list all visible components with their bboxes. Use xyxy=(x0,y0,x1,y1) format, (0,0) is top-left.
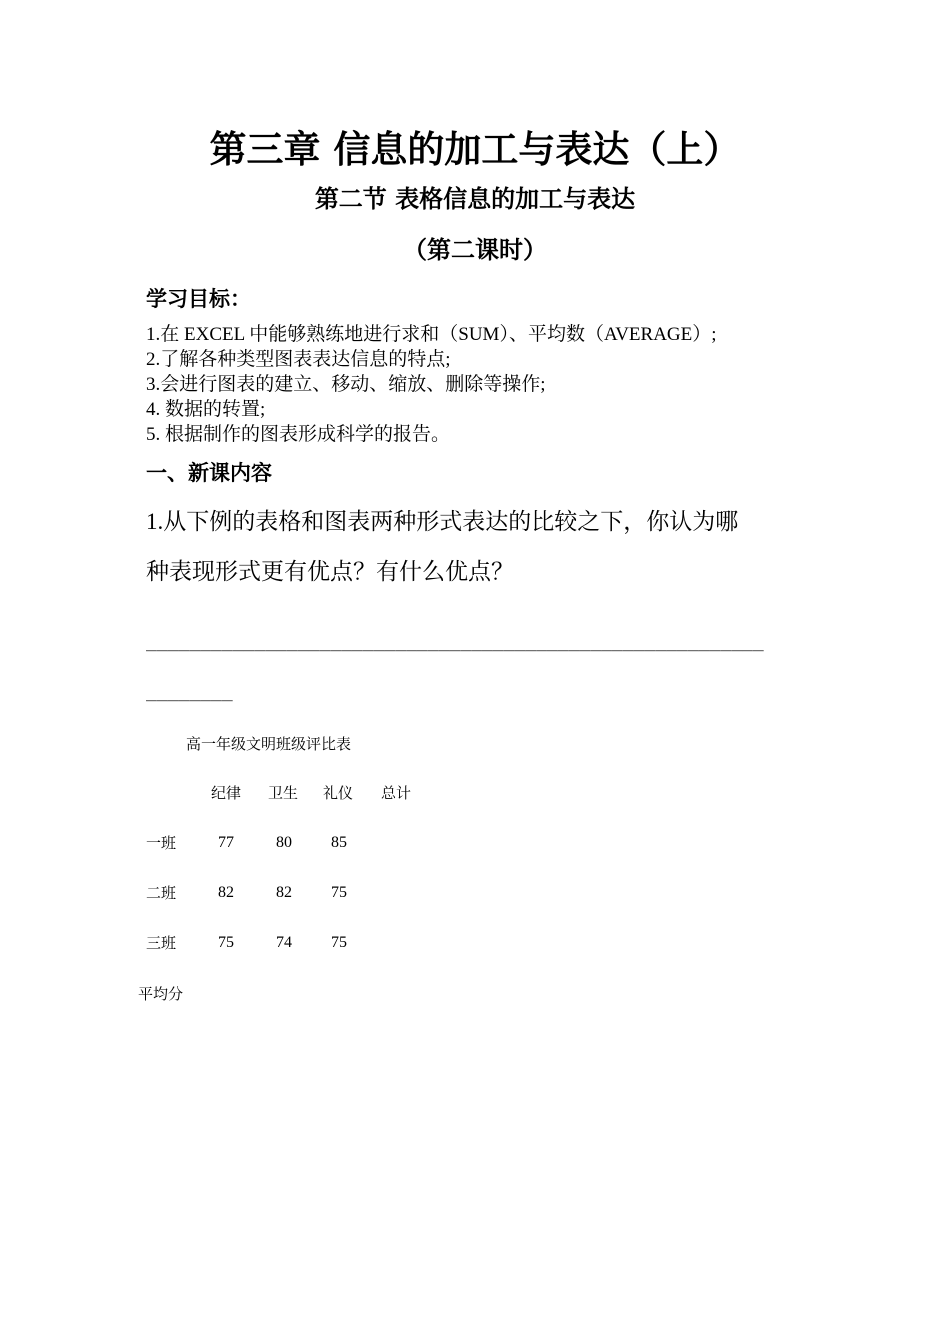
row-label-average: 平均分 xyxy=(138,985,184,1003)
column-header-etiquette: 礼仪 xyxy=(323,784,354,802)
objective-item: 3.会进行图表的建立、移动、缩放、删除等操作; xyxy=(146,374,546,395)
table-cell: 75 xyxy=(331,884,347,901)
question-line-1: 1.从下例的表格和图表两种形式表达的比较之下，你认为哪 xyxy=(146,509,739,534)
table-cell: 75 xyxy=(331,934,347,951)
column-header-total: 总计 xyxy=(381,784,412,802)
objective-item: 1.在 EXCEL 中能够熟练地进行求和（SUM）、平均数（AVERAGE）; xyxy=(146,324,717,345)
objectives-list xyxy=(146,322,717,447)
chapter-title: 第三章 信息的加工与表达（上） xyxy=(209,128,741,171)
answer-blank-line-2: ________ xyxy=(146,681,233,702)
row-label-class-2: 二班 xyxy=(146,884,177,902)
row-label-class-1: 一班 xyxy=(146,834,177,852)
answer-blank-line-1: _________________________________________________________ xyxy=(146,631,764,652)
objectives-title: 学习目标： xyxy=(146,287,251,311)
row-label-class-3: 三班 xyxy=(146,934,177,952)
new-content-title: 一、新课内容 xyxy=(146,461,272,485)
objective-item: 4. 数据的转置; xyxy=(146,399,266,420)
column-header-discipline: 纪律 xyxy=(211,784,242,802)
table-title: 高一年级文明班级评比表 xyxy=(186,735,352,753)
column-header-hygiene: 卫生 xyxy=(268,784,299,802)
lesson-label: （第二课时） xyxy=(403,236,547,264)
question-line-2: 种表现形式更有优点？有什么优点？ xyxy=(146,559,514,584)
objective-item: 5. 根据制作的图表形成科学的报告。 xyxy=(146,424,451,445)
table-cell: 82 xyxy=(218,884,234,901)
table-cell: 82 xyxy=(276,884,292,901)
table-cell: 77 xyxy=(218,834,234,851)
objective-item: 2.了解各种类型图表表达信息的特点; xyxy=(146,349,451,370)
table-cell: 74 xyxy=(276,934,292,951)
section-title: 第二节 表格信息的加工与表达 xyxy=(314,185,636,213)
table-cell: 85 xyxy=(331,834,347,851)
table-cell: 80 xyxy=(276,834,292,851)
table-cell: 75 xyxy=(218,934,234,951)
